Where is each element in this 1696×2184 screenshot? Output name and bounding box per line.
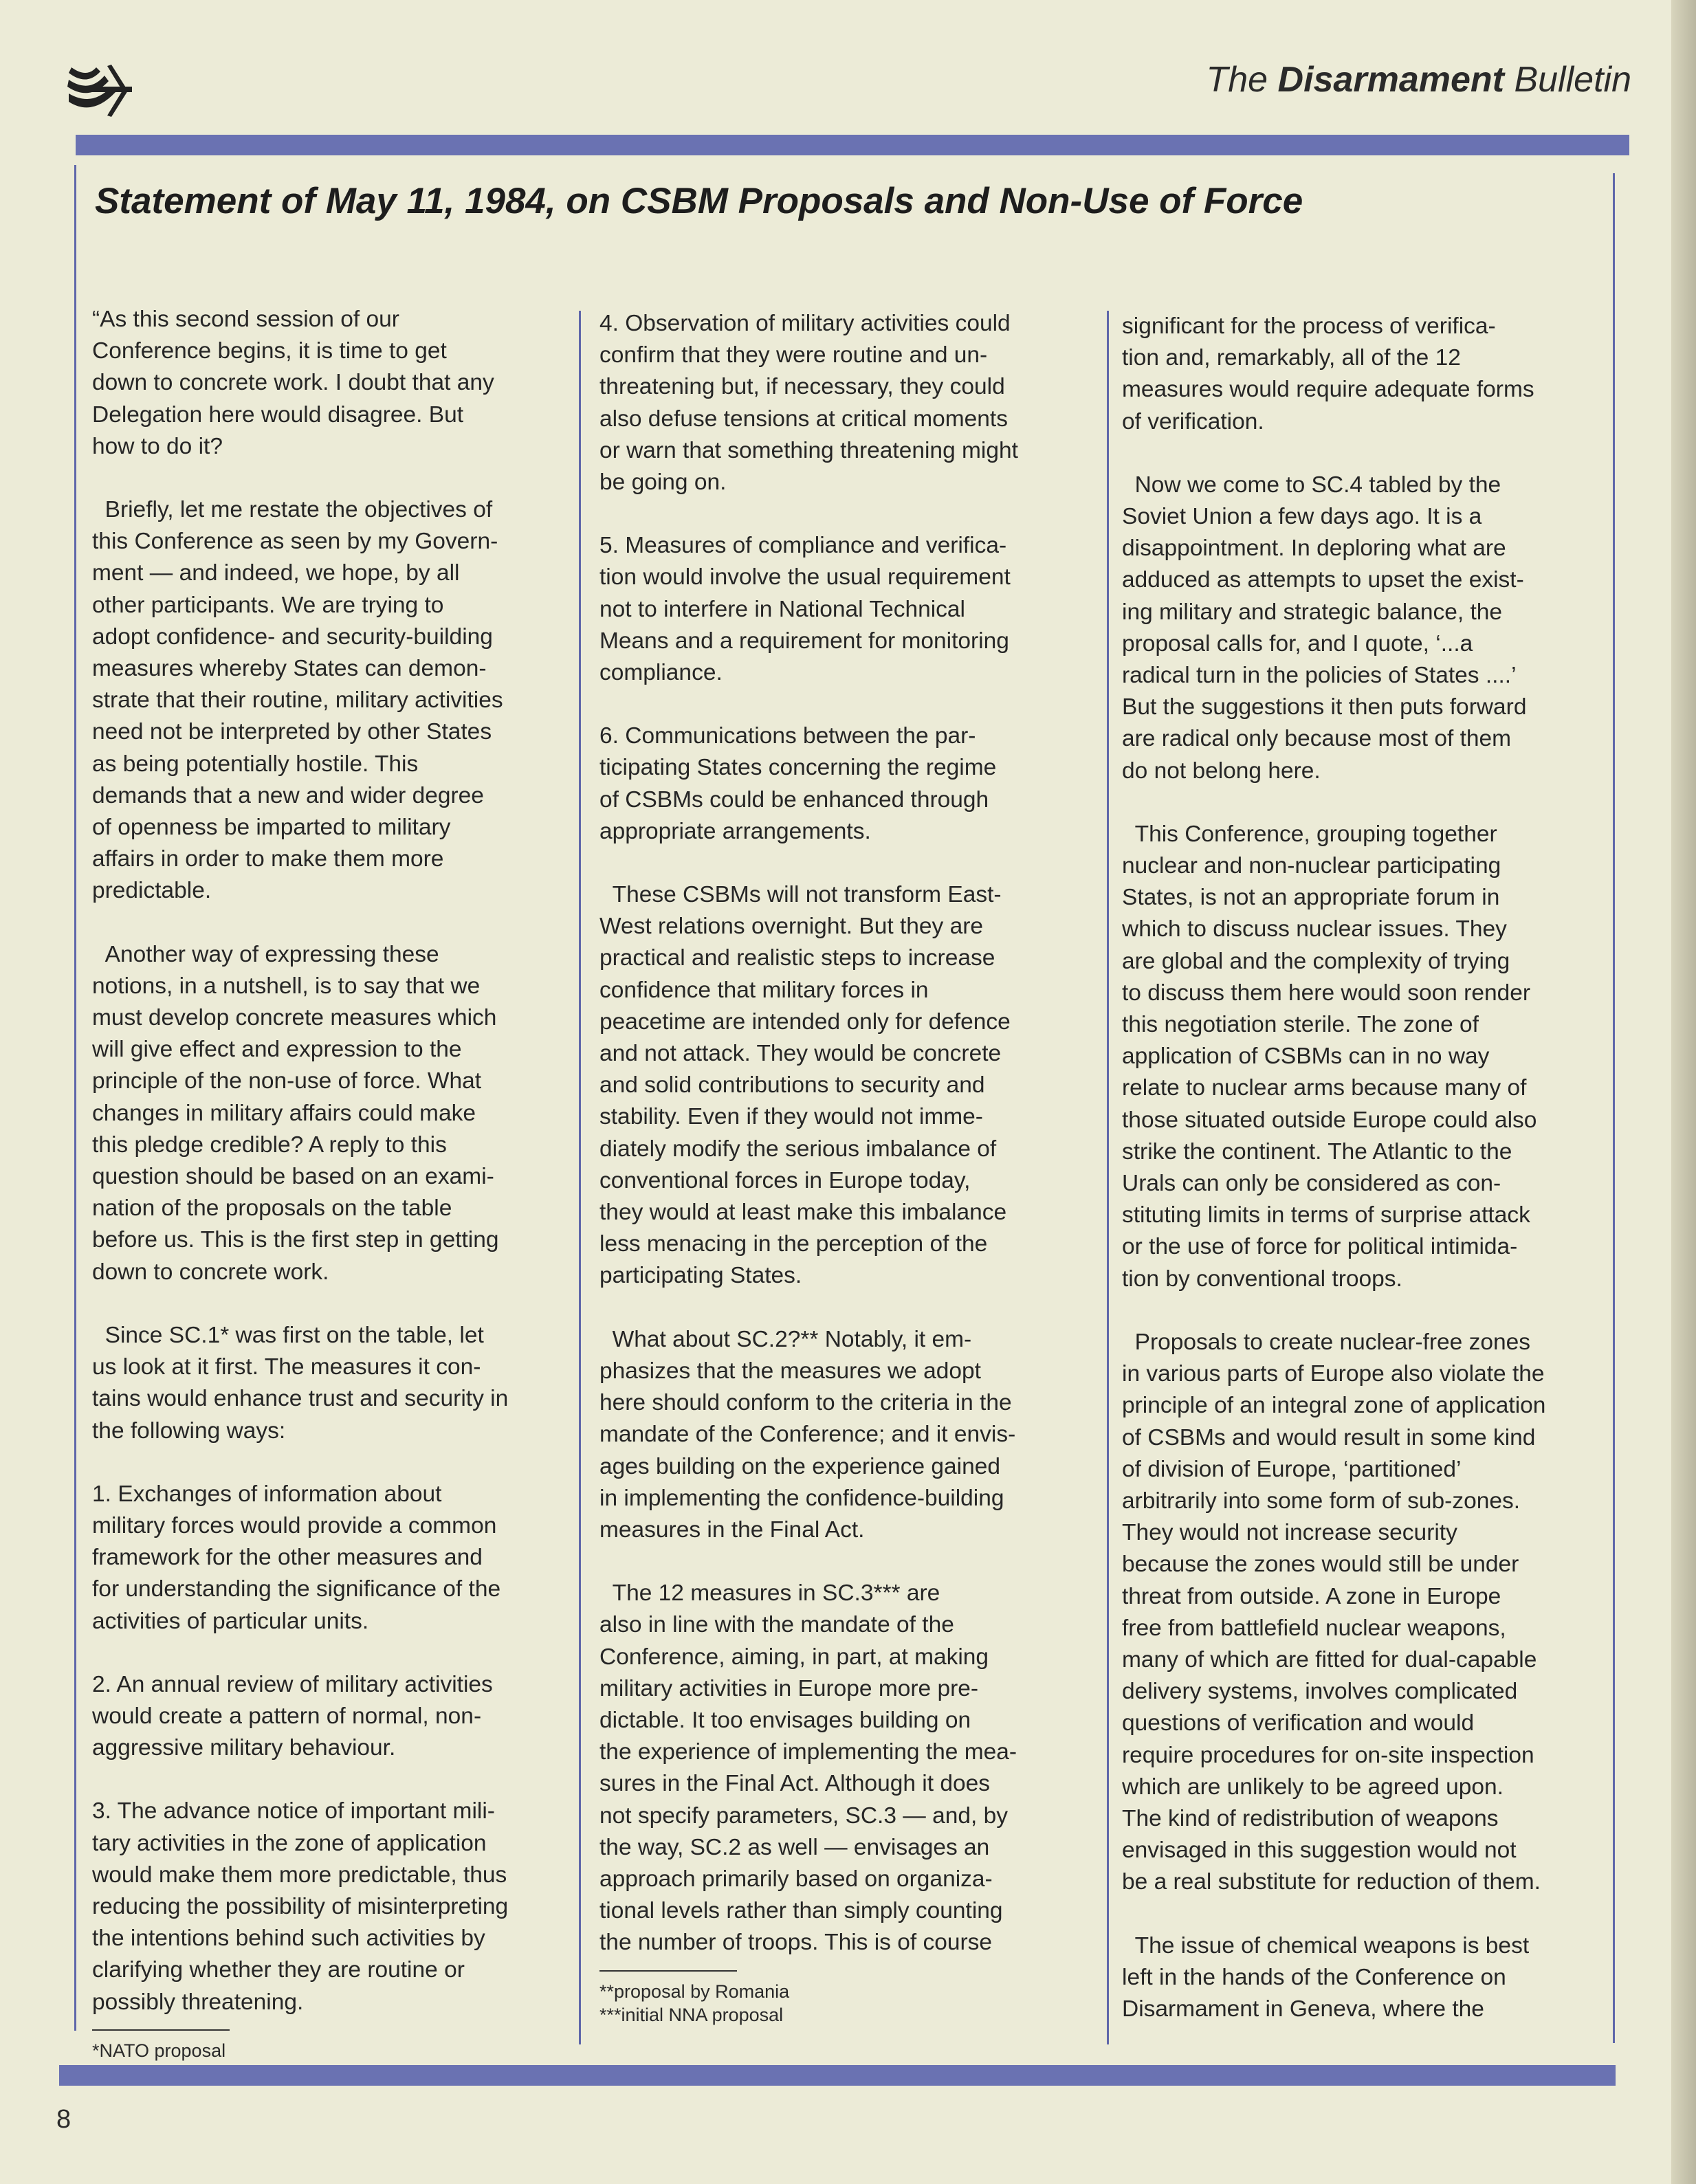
text-line: arbitrarily into some form of sub-zones. bbox=[1122, 1488, 1521, 1514]
text-line: Since SC.1* was first on the table, let bbox=[92, 1322, 484, 1348]
text-line: application of CSBMs can in no way bbox=[1122, 1044, 1490, 1070]
left-border bbox=[74, 165, 76, 2031]
text-line: ing military and strategic balance, the bbox=[1122, 599, 1503, 625]
paragraph-gap bbox=[92, 1764, 566, 1796]
text-line: disappointment. In deploring what are bbox=[1122, 536, 1506, 562]
text-line: practical and realistic steps to increase bbox=[599, 945, 995, 971]
text-line: need not be interpreted by other States bbox=[92, 719, 492, 745]
text-line: tion would involve the usual requirement bbox=[599, 564, 1011, 591]
text-line: Means and a requirement for monitoring bbox=[599, 628, 1009, 654]
footnote: ***initial NNA proposal bbox=[599, 2004, 784, 2025]
masthead-prefix: The bbox=[1206, 60, 1268, 100]
text-line: of openness be imparted to military bbox=[92, 815, 451, 841]
paragraph-gap bbox=[92, 1637, 566, 1669]
text-line: ment — and indeed, we hope, by all bbox=[92, 560, 460, 586]
text-line: 6. Communications between the par- bbox=[599, 723, 976, 749]
text-line: The kind of redistribution of weapons bbox=[1122, 1805, 1499, 1831]
masthead bbox=[1206, 59, 1631, 100]
text-line: are global and the complexity of trying bbox=[1122, 948, 1510, 974]
paragraph bbox=[599, 1578, 1094, 1959]
text-line: States, is not an appropriate forum in bbox=[1122, 885, 1500, 911]
paragraph bbox=[92, 1479, 566, 1637]
text-line: question should be based on an exami- bbox=[92, 1164, 494, 1190]
text-line: 1. Exchanges of information about bbox=[92, 1481, 442, 1507]
text-line: Briefly, let me restate the objectives of bbox=[92, 497, 493, 523]
text-line: questions of verification and would bbox=[1122, 1710, 1475, 1736]
text-line: before us. This is the first step in getting bbox=[92, 1227, 499, 1253]
text-line: Soviet Union a few days ago. It is a bbox=[1122, 504, 1482, 530]
column-divider-2 bbox=[1107, 311, 1109, 2044]
text-line: compliance. bbox=[599, 660, 723, 686]
text-line: of division of Europe, ‘partitioned’ bbox=[1122, 1456, 1462, 1482]
text-line: those situated outside Europe could also bbox=[1122, 1107, 1537, 1133]
text-line: reducing the possibility of misinterpreting bbox=[92, 1893, 509, 1919]
text-line: strike the continent. The Atlantic to the bbox=[1122, 1138, 1512, 1165]
paragraph bbox=[599, 530, 1094, 689]
paragraph-gap bbox=[92, 907, 566, 939]
text-line: adopt confidence- and security-building bbox=[92, 624, 493, 650]
text-line: threatening but, if necessary, they could bbox=[599, 374, 1005, 400]
paragraph-gap bbox=[599, 848, 1094, 879]
text-line: tion by conventional troops. bbox=[1122, 1266, 1402, 1292]
text-line: ticipating States concerning the regime bbox=[599, 755, 997, 781]
paragraph-gap bbox=[1122, 438, 1603, 470]
text-line: Now we come to SC.4 tabled by the bbox=[1122, 472, 1501, 498]
text-line: demands that a new and wider degree bbox=[92, 782, 484, 808]
text-line: here should conform to the criteria in the bbox=[599, 1390, 1012, 1416]
text-line: would make them more predictable, thus bbox=[92, 1862, 507, 1888]
text-line: This Conference, grouping together bbox=[1122, 821, 1497, 847]
text-line: military forces would provide a common bbox=[92, 1512, 497, 1538]
text-line: changes in military affairs could make bbox=[92, 1100, 476, 1126]
page-edge-shadow bbox=[1671, 0, 1696, 2184]
text-line: stability. Even if they would not imme- bbox=[599, 1104, 983, 1130]
text-line: The issue of chemical weapons is best bbox=[1122, 1932, 1530, 1959]
text-line: down to concrete work. bbox=[92, 1259, 329, 1285]
paragraph-gap bbox=[1122, 1899, 1603, 1930]
text-line: “As this second session of our bbox=[92, 307, 399, 332]
text-line: of verification. bbox=[1122, 408, 1264, 434]
text-line: principle of an integral zone of application bbox=[1122, 1393, 1546, 1419]
text-line: military activities in Europe more pre- bbox=[599, 1675, 979, 1701]
text-line: diately modify the serious imbalance of bbox=[599, 1136, 997, 1162]
text-line: this pledge credible? A reply to this bbox=[92, 1132, 447, 1158]
text-line: this negotiation sterile. The zone of bbox=[1122, 1012, 1479, 1038]
text-line: principle of the non-use of force. What bbox=[92, 1068, 482, 1094]
text-line: 4. Observation of military activities could bbox=[599, 311, 1011, 336]
text-line: free from battlefield nuclear weapons, bbox=[1122, 1615, 1506, 1641]
text-line: nuclear and non-nuclear participating bbox=[1122, 853, 1501, 879]
text-line: they would at least make this imbalance bbox=[599, 1200, 1007, 1226]
paragraph-gap bbox=[92, 1288, 566, 1320]
text-line: the number of troops. This is of course bbox=[599, 1930, 993, 1956]
text-line: less menacing in the perception of the bbox=[599, 1231, 988, 1257]
text-line: would create a pattern of normal, non- bbox=[92, 1703, 482, 1729]
text-line: Disarmament in Geneva, where the bbox=[1122, 1996, 1484, 2022]
masthead-suffix: Bulletin bbox=[1514, 60, 1631, 100]
text-line: not to interfere in National Technical bbox=[599, 596, 965, 622]
text-line: possibly threatening. bbox=[92, 1989, 304, 2015]
text-line: Proposals to create nuclear-free zones bbox=[1122, 1329, 1531, 1355]
text-line: or warn that something threatening might bbox=[599, 437, 1018, 463]
text-line: other participants. We are trying to bbox=[92, 592, 444, 618]
paragraph bbox=[92, 1796, 566, 2018]
text-line: of CSBMs and would result in some kind bbox=[1122, 1424, 1536, 1451]
paragraph-gap bbox=[1122, 787, 1603, 819]
text-line: tional levels rather than simply counting bbox=[599, 1898, 1003, 1924]
paragraph-gap bbox=[599, 689, 1094, 720]
text-line: measures whereby States can demon- bbox=[92, 656, 487, 682]
text-line: do not belong here. bbox=[1122, 758, 1321, 784]
column-divider-1 bbox=[579, 311, 581, 2044]
text-line: because the zones would still be under bbox=[1122, 1552, 1519, 1578]
text-line: the experience of implementing the mea- bbox=[599, 1739, 1017, 1765]
column-2 bbox=[599, 308, 1094, 2027]
text-line: and not attack. They would be concrete bbox=[599, 1041, 1002, 1067]
paragraph bbox=[92, 304, 566, 463]
text-line: in implementing the confidence-building bbox=[599, 1485, 1004, 1511]
text-line: and solid contributions to security and bbox=[599, 1072, 985, 1099]
text-line: relate to nuclear arms because many of bbox=[1122, 1075, 1527, 1101]
column-1 bbox=[92, 304, 566, 2062]
text-line: sures in the Final Act. Although it does bbox=[599, 1771, 990, 1797]
paragraph bbox=[1122, 1930, 1603, 2026]
text-line: Urals can only be considered as con- bbox=[1122, 1171, 1501, 1197]
text-line: for understanding the significance of the bbox=[92, 1576, 501, 1602]
right-border bbox=[1613, 173, 1615, 2043]
text-line: must develop concrete measures which bbox=[92, 1005, 497, 1031]
text-line: mandate of the Conference; and it envis- bbox=[599, 1422, 1016, 1448]
text-line: tains would enhance trust and security in bbox=[92, 1386, 509, 1412]
text-line: Another way of expressing these bbox=[92, 941, 439, 967]
text-line: envisaged in this suggestion would not bbox=[1122, 1838, 1517, 1864]
text-line: in various parts of Europe also violate the bbox=[1122, 1361, 1545, 1387]
text-line: which to discuss nuclear issues. They bbox=[1122, 916, 1507, 942]
text-line: how to do it? bbox=[92, 433, 223, 459]
text-line: phasizes that the measures we adopt bbox=[599, 1358, 981, 1384]
text-line: These CSBMs will not transform East- bbox=[599, 882, 1002, 908]
paragraph bbox=[1122, 311, 1603, 438]
text-line: notions, in a nutshell, is to say that we bbox=[92, 973, 481, 999]
text-line: What about SC.2?** Notably, it em- bbox=[599, 1326, 972, 1352]
text-line: Conference begins, it is time to get bbox=[92, 338, 447, 364]
paragraph-gap bbox=[1122, 1295, 1603, 1327]
text-line: dictable. It too envisages building on bbox=[599, 1707, 971, 1733]
text-line: the intentions behind such activities by bbox=[92, 1926, 485, 1952]
text-line: adduced as attempts to upset the exist- bbox=[1122, 567, 1524, 593]
paragraph bbox=[92, 939, 566, 1288]
text-line: ages building on the experience gained bbox=[599, 1453, 1000, 1479]
text-line: tary activities in the zone of application bbox=[92, 1830, 487, 1856]
text-line: left in the hands of the Conference on bbox=[1122, 1964, 1506, 1990]
paragraph-gap bbox=[599, 1546, 1094, 1578]
text-line: or the use of force for political intimida- bbox=[1122, 1234, 1518, 1260]
paragraph bbox=[599, 308, 1094, 498]
column-3 bbox=[1122, 311, 1603, 2025]
text-line: to discuss them here would soon render bbox=[1122, 980, 1531, 1006]
text-line: this Conference as seen by my Govern- bbox=[92, 529, 498, 555]
text-line: will give effect and expression to the bbox=[92, 1037, 462, 1063]
page-number: 8 bbox=[56, 2105, 71, 2134]
paragraph bbox=[1122, 470, 1603, 787]
text-line: 5. Measures of compliance and verifica- bbox=[599, 533, 1007, 559]
paragraph bbox=[92, 494, 566, 907]
paragraph bbox=[599, 720, 1094, 848]
text-line: activities of particular units. bbox=[92, 1608, 369, 1634]
footer-rule bbox=[59, 2065, 1616, 2086]
text-line: of CSBMs could be enhanced through bbox=[599, 786, 989, 813]
paragraph-gap bbox=[599, 498, 1094, 530]
paragraph bbox=[92, 1669, 566, 1765]
text-line: radical turn in the policies of States ....’ bbox=[1122, 663, 1517, 689]
text-line: require procedures for on-site inspection bbox=[1122, 1742, 1534, 1768]
footnote-rule bbox=[599, 1970, 737, 1972]
footnote: *NATO proposal bbox=[92, 2040, 226, 2061]
paragraph-gap bbox=[599, 1292, 1094, 1324]
footnote: **proposal by Romania bbox=[599, 1981, 790, 2002]
paragraph bbox=[599, 1324, 1094, 1546]
text-line: They would not increase security bbox=[1122, 1520, 1457, 1546]
text-line: participating States. bbox=[599, 1263, 802, 1289]
text-line: approach primarily based on organiza- bbox=[599, 1866, 993, 1892]
text-line: be a real substitute for reduction of them. bbox=[1122, 1869, 1541, 1895]
text-line: confirm that they were routine and un- bbox=[599, 342, 988, 368]
paragraph-gap bbox=[92, 1447, 566, 1479]
text-line: nation of the proposals on the table bbox=[92, 1195, 452, 1222]
text-line: predictable. bbox=[92, 878, 212, 904]
text-line: affairs in order to make them more bbox=[92, 846, 444, 872]
text-line: clarifying whether they are routine or bbox=[92, 1957, 465, 1983]
article-title: Statement of May 11, 1984, on CSBM Proposals and Non-Use of Force bbox=[95, 181, 1303, 221]
text-line: The 12 measures in SC.3*** are bbox=[599, 1580, 940, 1607]
text-line: delivery systems, involves complicated bbox=[1122, 1679, 1518, 1705]
text-line: be going on. bbox=[599, 470, 727, 496]
text-line: measures in the Final Act. bbox=[599, 1516, 865, 1543]
header-rule bbox=[76, 135, 1629, 155]
text-line: aggressive military behaviour. bbox=[92, 1735, 396, 1761]
text-line: the following ways: bbox=[92, 1418, 286, 1444]
text-line: conventional forces in Europe today, bbox=[599, 1167, 971, 1193]
text-line: down to concrete work. I doubt that any bbox=[92, 370, 494, 396]
masthead-bold: Disarmament bbox=[1277, 60, 1504, 100]
text-line: measures would require adequate forms bbox=[1122, 377, 1534, 403]
text-line: appropriate arrangements. bbox=[599, 818, 871, 844]
text-line: 2. An annual review of military activities bbox=[92, 1671, 493, 1697]
paragraph bbox=[92, 1320, 566, 1447]
paragraph-gap bbox=[92, 463, 566, 494]
text-line: framework for the other measures and bbox=[92, 1545, 483, 1571]
footnote-rule bbox=[92, 2029, 230, 2031]
paragraph bbox=[1122, 1327, 1603, 1899]
text-line: threat from outside. A zone in Europe bbox=[1122, 1583, 1501, 1609]
text-line: But the suggestions it then puts forward bbox=[1122, 694, 1527, 720]
text-line: West relations overnight. But they are bbox=[599, 914, 984, 940]
text-line: the way, SC.2 as well — envisages an bbox=[599, 1834, 990, 1860]
bulletin-logo-icon bbox=[66, 63, 135, 118]
text-line: many of which are fitted for dual-capable bbox=[1122, 1646, 1537, 1673]
text-line: also in line with the mandate of the bbox=[599, 1612, 954, 1638]
text-line: confidence that military forces in bbox=[599, 977, 929, 1003]
text-line: peacetime are intended only for defence bbox=[599, 1008, 1011, 1035]
text-line: significant for the process of verifica- bbox=[1122, 313, 1496, 339]
text-line: also defuse tensions at critical moments bbox=[599, 406, 1008, 432]
text-line: strate that their routine, military activities bbox=[92, 687, 503, 714]
text-line: as being potentially hostile. This bbox=[92, 751, 419, 777]
text-line: Delegation here would disagree. But bbox=[92, 401, 464, 428]
paragraph bbox=[1122, 819, 1603, 1295]
text-line: which are unlikely to be agreed upon. bbox=[1122, 1774, 1504, 1800]
text-line: stituting limits in terms of surprise attack bbox=[1122, 1202, 1530, 1228]
text-line: 3. The advance notice of important mili- bbox=[92, 1798, 495, 1824]
text-line: us look at it first. The measures it con- bbox=[92, 1354, 481, 1380]
text-line: proposal calls for, and I quote, ‘...a bbox=[1122, 630, 1473, 657]
text-line: Conference, aiming, in part, at making bbox=[599, 1644, 989, 1670]
paragraph bbox=[599, 879, 1094, 1292]
text-line: are radical only because most of them bbox=[1122, 726, 1512, 752]
text-line: tion and, remarkably, all of the 12 bbox=[1122, 345, 1461, 371]
text-line: not specify parameters, SC.3 — and, by bbox=[599, 1802, 1008, 1829]
